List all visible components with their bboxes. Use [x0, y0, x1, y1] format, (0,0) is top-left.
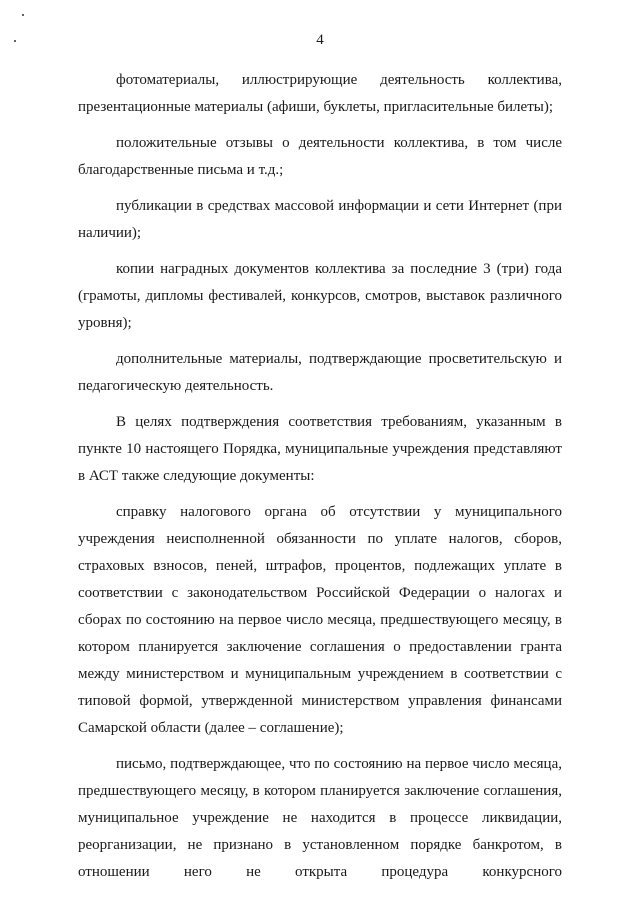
document-body: [78, 67, 562, 895]
paragraph-award-documents: копии наградных документов коллектива за последние 3 (три) года (грамоты, дипломы фестивалей, конкурсов, смотров, выставок различного уровня);: [78, 261, 562, 331]
paragraph-positive-reviews: положительные отзывы о деятельности коллектива, в том числе благодарственные письма и т.д.;: [78, 135, 562, 178]
page-number: 4: [316, 32, 324, 48]
paragraph-liquidation-letter: письмо, подтверждающее, что по состоянию на первое число месяца, предшествующего месяцу, в котором планируется заключение соглашения, муниципальное учреждение не находится в процессе ликвидации, реорганизации, не признано в установленном порядке банкротом, в отношении него не открыта процедура конкурсного: [78, 756, 562, 880]
paragraph-tax-certificate: справку налогового органа об отсутствии у муниципального учреждения неисполненной обязанности по уплате налогов, сборов, страховых взносов, пеней, штрафов, процентов, подлежащих уплате в соответствии с законодательством Российской Федерации о налогах и сборах по состоянию на первое число месяца, предшествующего месяцу, в котором планируется заключение соглашения о предоставлении гранта между министерством и муниципальным учреждением в соответствии с типовой формой, утвержденной министерством управления финансами Самарской области (далее – соглашение);: [78, 504, 562, 736]
paragraph-media-publications: публикации в средствах массовой информации и сети Интернет (при наличии);: [78, 198, 562, 241]
paragraph-compliance-intro: В целях подтверждения соответствия требованиям, указанным в пункте 10 настоящего Порядка, муниципальные учреждения представляют в АСТ также следующие документы:: [78, 414, 562, 484]
paragraph-photo-materials: фотоматериалы, иллюстрирующие деятельность коллектива, презентационные материалы (афиши, буклеты, пригласительные билеты);: [78, 72, 562, 115]
paragraph-additional-materials: дополнительные материалы, подтверждающие просветительскую и педагогическую деятельность.: [78, 351, 562, 394]
scan-speck: [22, 14, 24, 16]
